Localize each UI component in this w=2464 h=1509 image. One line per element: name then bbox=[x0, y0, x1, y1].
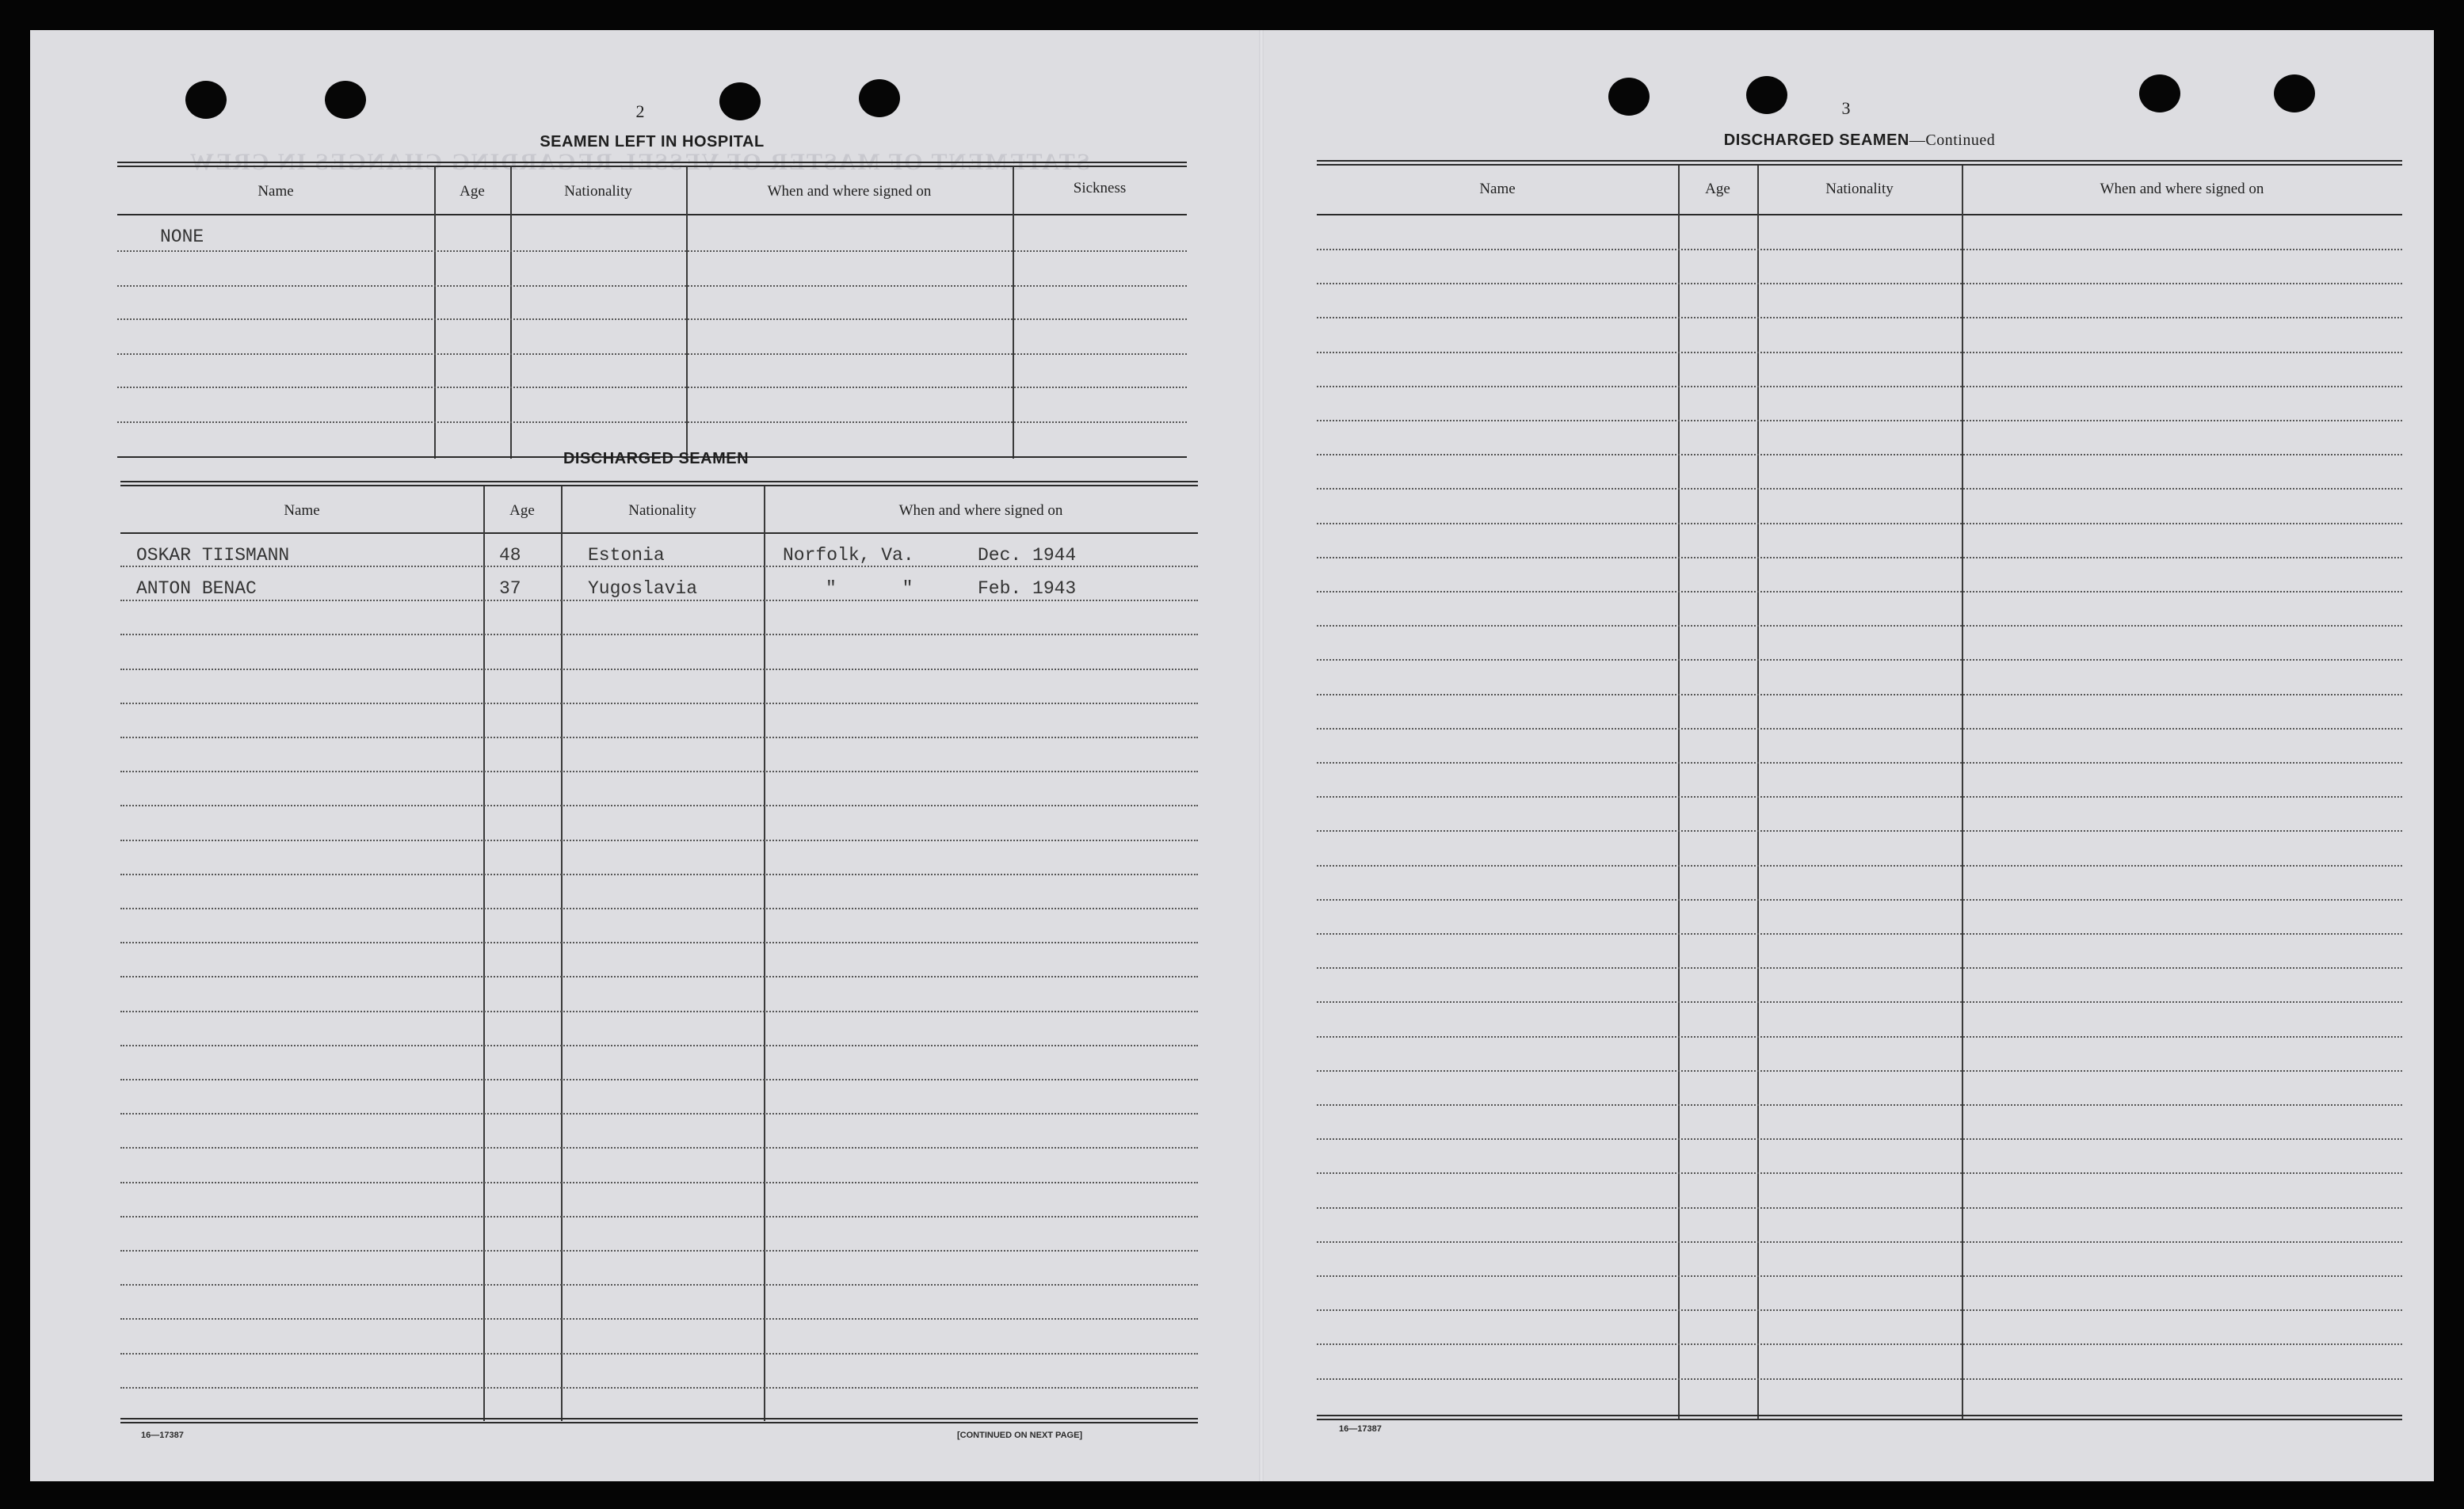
row-line bbox=[1317, 1343, 2402, 1345]
right-col-name: Name bbox=[1479, 181, 1516, 197]
hospital-top-rule bbox=[117, 162, 1187, 163]
row-line bbox=[120, 600, 1198, 601]
row-line bbox=[1317, 899, 2402, 901]
row-line bbox=[1317, 694, 2402, 695]
row-line bbox=[1317, 1104, 2402, 1106]
hospital-row-line bbox=[117, 318, 1187, 320]
row-line bbox=[120, 1250, 1198, 1252]
row-line bbox=[120, 840, 1198, 841]
row-line bbox=[1317, 830, 2402, 832]
discharged-header-rule bbox=[120, 532, 1198, 534]
row-line bbox=[120, 703, 1198, 704]
row-line bbox=[120, 1182, 1198, 1183]
row-line bbox=[1317, 796, 2402, 798]
discharged-date: Feb. 1943 bbox=[978, 578, 1077, 599]
hospital-row-line bbox=[117, 285, 1187, 287]
continued-note: [CONTINUED ON NEXT PAGE] bbox=[957, 1431, 1083, 1440]
right-col-signed-on: When and where signed on bbox=[2100, 181, 2264, 197]
page-number-right: 3 bbox=[1841, 98, 1851, 118]
row-line bbox=[1317, 1378, 2402, 1380]
row-line bbox=[1317, 1172, 2402, 1174]
right-bottom-rule bbox=[1317, 1415, 2402, 1416]
row-line bbox=[1317, 659, 2402, 661]
hospital-col-divider bbox=[1013, 167, 1014, 459]
row-line bbox=[1317, 762, 2402, 764]
hospital-col-divider bbox=[510, 167, 512, 459]
row-line bbox=[120, 634, 1198, 635]
discharged-nationality: Yugoslavia bbox=[588, 578, 698, 599]
right-col-nationality: Nationality bbox=[1825, 181, 1894, 197]
hospital-entry-none: NONE bbox=[160, 227, 204, 247]
discharged-top-rule bbox=[120, 481, 1198, 482]
right-top-rule bbox=[1317, 164, 2402, 166]
discharged-age: 48 bbox=[499, 545, 521, 566]
row-line bbox=[1317, 386, 2402, 387]
row-line bbox=[120, 1387, 1198, 1389]
row-line bbox=[120, 1147, 1198, 1149]
discharged-col-divider bbox=[764, 486, 765, 1421]
discharged-nationality: Estonia bbox=[588, 545, 665, 566]
right-bottom-rule bbox=[1317, 1419, 2402, 1420]
hospital-top-rule bbox=[117, 166, 1187, 167]
discharged-col-name: Name bbox=[284, 502, 320, 519]
row-line bbox=[1317, 283, 2402, 284]
discharged-col-divider bbox=[483, 486, 485, 1421]
hospital-section-title: SEAMEN LEFT IN HOSPITAL bbox=[540, 133, 765, 151]
row-line bbox=[120, 1353, 1198, 1355]
hospital-col-name: Name bbox=[257, 183, 294, 200]
row-line bbox=[1317, 1275, 2402, 1277]
row-line bbox=[1317, 420, 2402, 421]
row-line bbox=[120, 976, 1198, 977]
row-line bbox=[120, 1113, 1198, 1115]
row-line bbox=[120, 566, 1198, 567]
page-fold bbox=[1259, 30, 1264, 1481]
right-top-rule bbox=[1317, 160, 2402, 162]
discharged-top-rule bbox=[120, 485, 1198, 486]
row-line bbox=[1317, 1241, 2402, 1243]
row-line bbox=[120, 874, 1198, 875]
row-line bbox=[120, 1045, 1198, 1046]
hospital-header-rule bbox=[117, 214, 1187, 215]
punch-hole bbox=[2139, 74, 2180, 112]
right-title-suffix: —Continued bbox=[1909, 131, 1996, 149]
row-line bbox=[120, 1011, 1198, 1012]
discharged-bottom-rule bbox=[120, 1418, 1198, 1419]
row-line bbox=[120, 1284, 1198, 1286]
discharged-name: ANTON BENAC bbox=[136, 578, 257, 599]
punch-hole bbox=[859, 79, 900, 117]
discharged-section-title: DISCHARGED SEAMEN bbox=[563, 450, 749, 467]
row-line bbox=[1317, 967, 2402, 969]
row-line bbox=[1317, 1036, 2402, 1038]
right-col-divider bbox=[1678, 166, 1680, 1419]
discharged-bottom-rule bbox=[120, 1422, 1198, 1423]
hospital-row-line bbox=[117, 250, 1187, 252]
row-line bbox=[120, 908, 1198, 909]
row-line bbox=[1317, 454, 2402, 455]
right-col-divider bbox=[1757, 166, 1759, 1419]
right-title-main: DISCHARGED SEAMEN bbox=[1723, 131, 1909, 149]
row-line bbox=[120, 1216, 1198, 1217]
row-line bbox=[1317, 557, 2402, 558]
row-line bbox=[120, 942, 1198, 943]
right-col-age: Age bbox=[1705, 181, 1730, 197]
row-line bbox=[1317, 249, 2402, 250]
row-line bbox=[1317, 865, 2402, 867]
row-line bbox=[1317, 728, 2402, 730]
row-line bbox=[1317, 352, 2402, 353]
scanned-document bbox=[30, 30, 2434, 1481]
row-line bbox=[1317, 1309, 2402, 1311]
hospital-col-age: Age bbox=[460, 183, 485, 200]
hospital-row-line bbox=[117, 421, 1187, 423]
row-line bbox=[1317, 523, 2402, 524]
hospital-row-line bbox=[117, 387, 1187, 388]
row-line bbox=[1317, 625, 2402, 627]
row-line bbox=[1317, 317, 2402, 318]
hospital-col-divider bbox=[434, 167, 436, 459]
discharged-col-age: Age bbox=[509, 502, 535, 519]
punch-hole bbox=[325, 81, 366, 119]
row-line bbox=[1317, 488, 2402, 490]
page-number-left: 2 bbox=[635, 101, 645, 121]
discharged-col-signed-on: When and where signed on bbox=[898, 502, 1063, 519]
discharged-col-divider bbox=[561, 486, 563, 1421]
row-line bbox=[120, 771, 1198, 772]
discharged-col-nationality: Nationality bbox=[628, 502, 696, 519]
row-line bbox=[1317, 1138, 2402, 1140]
hospital-row-line bbox=[117, 353, 1187, 355]
discharged-name: OSKAR TIISMANN bbox=[136, 545, 290, 566]
punch-hole bbox=[719, 82, 761, 120]
hospital-col-signed-on: When and where signed on bbox=[767, 183, 932, 200]
right-header-rule bbox=[1317, 214, 2402, 215]
hospital-col-nationality: Nationality bbox=[564, 183, 632, 200]
punch-hole bbox=[2274, 74, 2315, 112]
discharged-date: Dec. 1944 bbox=[978, 545, 1077, 566]
row-line bbox=[1317, 591, 2402, 593]
punch-hole bbox=[1746, 76, 1787, 114]
discharged-age: 37 bbox=[499, 578, 521, 599]
row-line bbox=[1317, 1207, 2402, 1209]
discharged-place: " " bbox=[826, 578, 914, 599]
row-line bbox=[1317, 1001, 2402, 1003]
form-number-right: 16—17387 bbox=[1339, 1424, 1382, 1434]
row-line bbox=[120, 669, 1198, 670]
row-line bbox=[120, 1318, 1198, 1320]
row-line bbox=[1317, 1070, 2402, 1072]
punch-hole bbox=[185, 81, 227, 119]
right-section-title bbox=[1317, 131, 2402, 150]
row-line bbox=[120, 737, 1198, 738]
row-line bbox=[120, 1079, 1198, 1080]
right-col-divider bbox=[1962, 166, 1963, 1419]
punch-hole bbox=[1608, 78, 1650, 116]
row-line bbox=[120, 805, 1198, 806]
form-number-left: 16—17387 bbox=[141, 1431, 184, 1440]
discharged-place: Norfolk, Va. bbox=[783, 545, 914, 566]
hospital-col-divider bbox=[686, 167, 688, 459]
row-line bbox=[1317, 933, 2402, 935]
hospital-col-sickness: Sickness bbox=[1073, 180, 1127, 196]
